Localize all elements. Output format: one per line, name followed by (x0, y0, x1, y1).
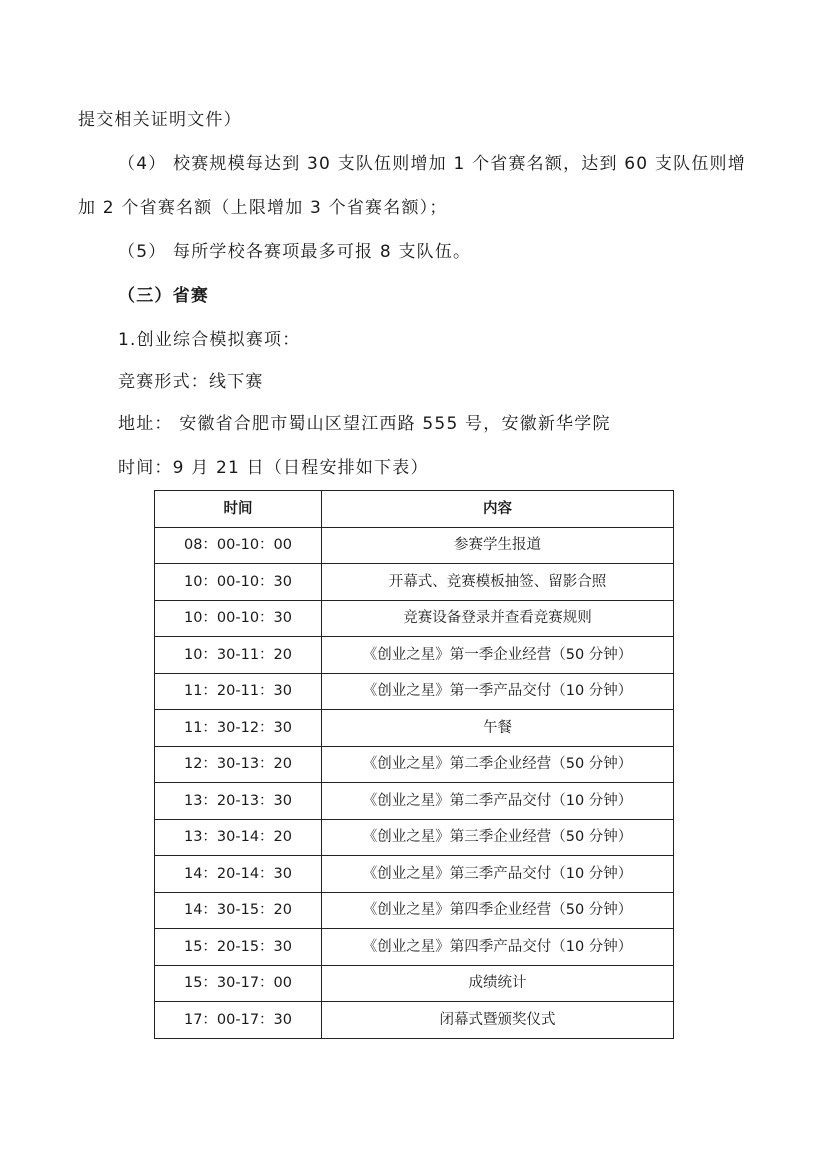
row-content: 《创业之星》第一季企业经营（50 分钟） (322, 637, 674, 674)
row-content: 《创业之星》第二季企业经营（50 分钟） (322, 746, 674, 783)
paragraph-line: 提交相关证明文件） (78, 110, 242, 130)
competition-format: 竞赛形式：线下赛 (118, 372, 264, 392)
table-header-row (155, 491, 674, 528)
row-time: 14：30-15：20 (155, 892, 322, 929)
competition-date: 时间：9 月 21 日（日程安排如下表） (118, 458, 429, 478)
table-row (155, 929, 674, 966)
table-row (155, 600, 674, 637)
row-time: 15：30-17：00 (155, 965, 322, 1002)
row-content: 《创业之星》第四季产品交付（10 分钟） (322, 929, 674, 966)
row-time: 12：30-13：20 (155, 746, 322, 783)
table-row (155, 965, 674, 1002)
row-time: 11：20-11：30 (155, 673, 322, 710)
row-time: 13：20-13：30 (155, 783, 322, 820)
row-time: 14：20-14：30 (155, 856, 322, 893)
row-content: 竞赛设备登录并查看竞赛规则 (322, 600, 674, 637)
row-time: 08：00-10：00 (155, 527, 322, 564)
table-row (155, 856, 674, 893)
row-content: 《创业之星》第三季企业经营（50 分钟） (322, 819, 674, 856)
row-content: 《创业之星》第二季产品交付（10 分钟） (322, 783, 674, 820)
table-row (155, 1002, 674, 1039)
table-row (155, 564, 674, 601)
row-content: 参赛学生报道 (322, 527, 674, 564)
row-content: 成绩统计 (322, 965, 674, 1002)
table-row (155, 746, 674, 783)
header-content: 内容 (322, 491, 674, 528)
row-time: 10：30-11：20 (155, 637, 322, 674)
row-content: 闭幕式暨颁奖仪式 (322, 1002, 674, 1039)
table-row (155, 819, 674, 856)
competition-address: 地址： 安徽省合肥市蜀山区望江西路 555 号，安徽新华学院 (118, 414, 611, 434)
row-time: 13：30-14：20 (155, 819, 322, 856)
schedule-table (154, 490, 674, 1039)
table-row (155, 527, 674, 564)
paragraph-line: （5） 每所学校各赛项最多可报 8 支队伍。 (118, 242, 472, 262)
section-heading: （三）省赛 (118, 286, 209, 306)
row-time: 11：30-12：30 (155, 710, 322, 747)
row-time: 10：00-10：30 (155, 564, 322, 601)
row-content: 《创业之星》第一季产品交付（10 分钟） (322, 673, 674, 710)
row-time: 17：00-17：30 (155, 1002, 322, 1039)
header-time: 时间 (155, 491, 322, 528)
paragraph-line: （4） 校赛规模每达到 30 支队伍则增加 1 个省赛名额，达到 60 支队伍则增 (118, 154, 746, 174)
row-time: 15：20-15：30 (155, 929, 322, 966)
subsection-heading: 1.创业综合模拟赛项： (118, 330, 301, 350)
paragraph-line: 加 2 个省赛名额（上限增加 3 个省赛名额）； (78, 198, 448, 218)
row-content: 《创业之星》第四季企业经营（50 分钟） (322, 892, 674, 929)
row-content: 开幕式、竞赛模板抽签、留影合照 (322, 564, 674, 601)
table-row (155, 673, 674, 710)
table-row (155, 710, 674, 747)
row-content: 《创业之星》第三季产品交付（10 分钟） (322, 856, 674, 893)
row-time: 10：00-10：30 (155, 600, 322, 637)
table-row (155, 892, 674, 929)
table-row (155, 637, 674, 674)
table-row (155, 783, 674, 820)
row-content: 午餐 (322, 710, 674, 747)
